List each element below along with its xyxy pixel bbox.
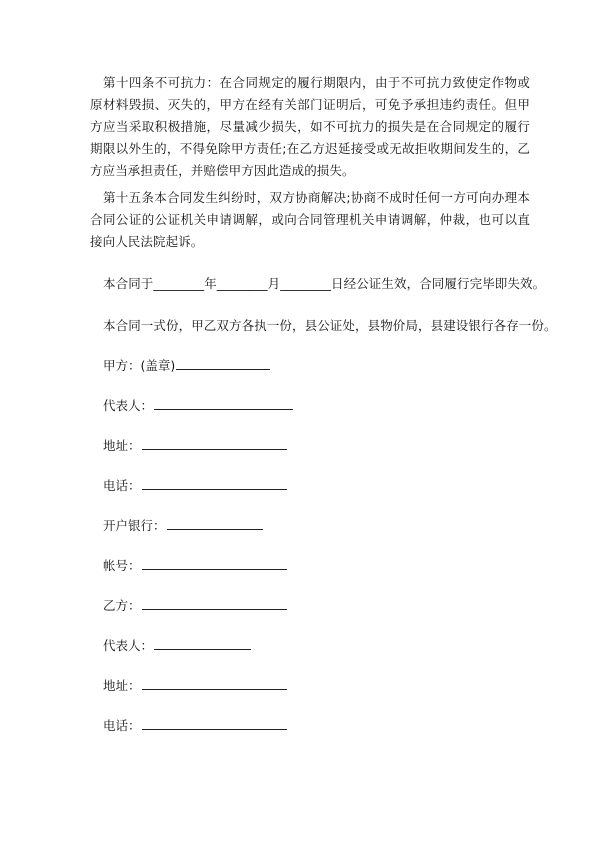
rep-b-row bbox=[103, 638, 251, 654]
party-b-row bbox=[103, 598, 287, 614]
party-b-label: 乙方： bbox=[103, 598, 141, 613]
phone-a-blank[interactable] bbox=[142, 478, 287, 490]
account-label: 帐号： bbox=[103, 558, 141, 573]
phone-a-row bbox=[103, 478, 287, 494]
rep-a-label: 代表人： bbox=[103, 398, 154, 413]
bank-blank[interactable] bbox=[167, 518, 263, 530]
addr-a-blank[interactable] bbox=[142, 438, 287, 450]
party-a-row bbox=[103, 358, 270, 374]
bank-label: 开户银行： bbox=[103, 518, 166, 533]
bank-row bbox=[103, 518, 263, 534]
addr-a-label: 地址： bbox=[103, 438, 141, 453]
addr-b-blank[interactable] bbox=[142, 678, 287, 690]
party-b-blank[interactable] bbox=[142, 598, 287, 610]
addr-b-label: 地址： bbox=[103, 678, 141, 693]
addr-b-row bbox=[103, 678, 287, 694]
phone-b-label: 电话： bbox=[103, 718, 141, 733]
rep-b-blank[interactable] bbox=[154, 638, 251, 650]
rep-a-row bbox=[103, 398, 293, 414]
phone-b-row bbox=[103, 718, 287, 734]
rep-a-blank[interactable] bbox=[154, 398, 293, 410]
phone-a-label: 电话： bbox=[103, 478, 141, 493]
copies-line: 本合同一式份，甲乙双方各执一份，县公证处，县物价局，县建设银行各存一份。 bbox=[103, 318, 557, 333]
addr-a-row bbox=[103, 438, 287, 454]
party-a-label: 甲方：(盖章) bbox=[103, 358, 176, 373]
phone-b-blank[interactable] bbox=[142, 718, 287, 730]
account-row bbox=[103, 558, 287, 574]
account-blank[interactable] bbox=[142, 558, 287, 570]
clause-15-paragraph: 第十五条本合同发生纠纷时，双方协商解决;协商不成时任何一方可向办理本合同公证的公证机关申请调解，或向合同管理机关申请调解，仲裁，也可以直接向人民法院起诉。 bbox=[90, 190, 530, 249]
rep-b-label: 代表人： bbox=[103, 638, 154, 653]
effective-date-line: 本合同于________年________月________日经公证生效，合同履行完毕即失效。 bbox=[103, 276, 546, 291]
clause-14-paragraph: 第十四条不可抗力：在合同规定的履行期限内，由于不可抗力致使定作物或原材料毁损、灭失的，甲方在经有关部门证明后，可免予承担违约责任。但甲方应当采取积极措施，尽量减少损失，如不可抗力的损失是在合同规定的履行期限以外生的，不得免除甲方责任;在乙方迟延接受或无故拒收期间发生的，乙方应当承担责任，并赔偿甲方因此造成的损失。 bbox=[90, 75, 530, 178]
party-a-blank[interactable] bbox=[176, 358, 270, 370]
